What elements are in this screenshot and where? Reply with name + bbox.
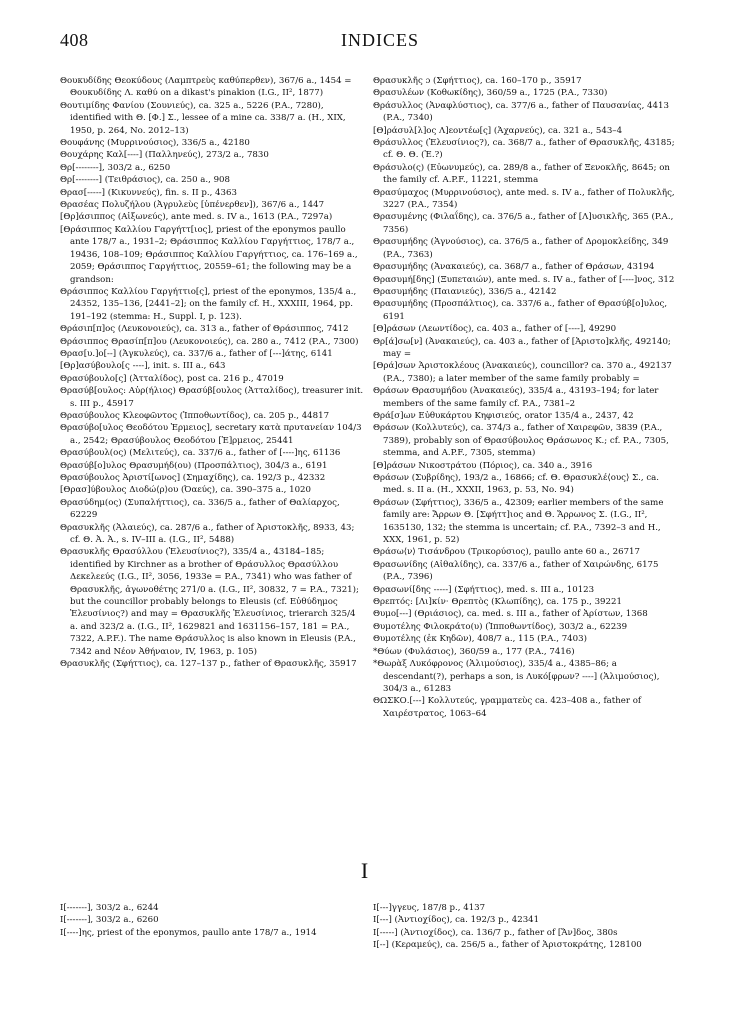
index-entry: Θράσων (Κολλυτεύς), ca. 374/3 a., father of Χαιρεφῶν, 3839 (P.A., 7389), probably son of Θρασύβουλος Θράσωνος Κ.; cf. P.A., 7305, stemma, and A.P.F., 7305, stemma) (373, 423, 669, 459)
index-entry: [Θρ]ασύβουλο[ς ----], init. s. III a., 643 (60, 361, 226, 372)
index-entry: Θρασύβουλος Κλεοφῶντος (Ἱπποθωντίδος), ca. 205 p., 44817 (60, 410, 330, 421)
section-letter: I (360, 858, 369, 883)
index-entry: I[-----] (Ἀντιοχίδος), ca. 136/7 p., father of [Ἄν]δος, 380s (373, 927, 618, 938)
index-entry: Θρασυμένης (Φιλαΐδης), ca. 376/5 a., father of [Λ]υσικλῆς, 365 (P.A., 7356) (373, 212, 674, 235)
i-left-column (60, 902, 365, 939)
index-entry: Θράσιππος Θρασίπ[π]ου (Λευκονοιεύς), ca. 280 a., 7412 (P.A., 7300) (60, 336, 359, 347)
index-entry: Θράσων (Συβρίδης), 193/2 a., 16866; cf. Θ. Θρασυκλέ⟨ους⟩ Σ., ca. med. s. II a. (H., XXXII, 1963, p. 53, No. 94) (373, 473, 660, 496)
index-entry: Θρασυκλῆς Θρασύλλου (Ἐλευσίνιος?), 335/4 a., 43184–185; identified by Kirchner as a brother of Θράσυλλος Θρασύλλου Δεκελεεύς (I.G., II², 3056, 1933e = P.A., 7341) who was father of Θρασυκλῆς, ἀγωνοθέτης 271/0 a. (I.G., II², 30832, 7 = P.A., 7321); but the councillor probably belongs to Eleusis (cf. Εὐθύδημος Ἐλευσίνιος?) and may = Θρασυκλῆς Ἐλευσίνιος, trierarch 325/4 a. and 323/2 a. (I.G., II², 1629821 and 1631156–157, 181 = P.A., 7322, A.P.F.). The name Θράσυλλος is also known in Eleusis (P.A., 7342 and Νέον Ἀθήναιον, IV, 1963, p. 105) (60, 547, 359, 657)
index-entry: Θράσιπ[π]ος (Λευκονοιεύς), ca. 313 a., father of Θράσιππος, 7412 (60, 324, 349, 335)
index-entry: Θρά[σ]ων Εὐθυκάρτου Κηφισιεύς, orator 135/4 a., 2437, 42 (373, 410, 634, 421)
index-entry: Θρασωνίδης (Αἰθαλίδης), ca. 337/6 a., father of Χαιρώνδης, 6175 (P.A., 7396) (373, 559, 659, 583)
index-entry: Θρασύβουλος Ἀριστί[ωνος] (Σημαχίδης), ca. 192/3 p., 42332 (60, 473, 326, 483)
index-entry: Θράσω⟨ν⟩ Τισάνδρου (Τρικορύσιος), paullo ante 60 a., 26717 (373, 547, 640, 558)
index-columns (60, 75, 700, 845)
index-entry: [Θρά]σων Ἀριστοκλέους (Ἀνακαιεύς), councillor? ca. 370 a., 492137 (P.A., 7380); a later member of the same family probably = (373, 361, 672, 384)
index-entry: I[--] (Κεραμεύς), ca. 256/5 a., father of Ἀριστοκράτης, 128100 (373, 940, 642, 951)
right-column (373, 75, 678, 720)
index-entry: Θρ[--------] (Τειθράσιος), ca. 250 a., 908 (60, 175, 230, 186)
index-entry: [Θράσιππος Καλλίου Γαργήττ[ιος], priest of the eponymos paullo ante 178/7 a., 1931–2; Θράσιππος Καλλίου Γαργήττιος, 178/7 a., 19436, 108–109; Θράσιππος Καλλίου Γαργήττιος, ca. 176–169 a., 2059; Θράσιππος Γαργήττιος, 20559–61; the following may be a grandson: (60, 224, 358, 285)
index-entry: [Θ]ράσυλ[λ]ος Λ]εοντέω[ς] (Ἀχαρνεύς), ca. 321 a., 543–4 (373, 125, 623, 136)
index-columns-i (60, 902, 700, 1002)
index-entry: Θρασύμαχος (Μυρρινούσιος), ante med. s. IV a., father of Πολυκλῆς, 3227 (P.A., 7354) (373, 187, 675, 211)
index-entry: Θρασύβ[ουλος: Αὐρ(ήλιος) Θρασύβ[ουλος (Ἀτταλίδος), treasurer init. s. III p., 45917 (60, 386, 364, 409)
index-entry: Θρεπτός: [Λι]κίν⋅ Θρεπτὸς (Κλωπίδης), ca. 175 p., 39221 (373, 597, 622, 608)
index-entry: Θρασύβουλο[ς] (Ἀτταλίδος), post ca. 216 p., 47019 (60, 373, 284, 384)
index-entry: Θρ[--------], 303/2 a., 6250 (60, 162, 171, 173)
index-entry: Θουχάρης Καλ[----] (Παλληνεύς), 273/2 a., 7830 (60, 150, 269, 161)
index-entry: I[---]γγευς, 187/8 p., 4137 (373, 903, 486, 913)
index-entry: Θυμο[---] (Θριάσιος), ca. med. s. III a., father of Ἀρίστων, 1368 (373, 609, 648, 620)
index-entry: Θρασυμήδης (Παιανιεύς), 336/5 a., 42142 (373, 286, 557, 297)
index-entry: Θρασυμήδης (Προσπάλτιος), ca. 337/6 a., father of Θρασύβ[ο]υλος, 6191 (373, 299, 668, 322)
index-entry: Θρασ[-----] (Κικυννεύς), fin. s. II p., 4363 (60, 187, 237, 198)
index-entry: Θρασυμήδης (Ἁγνούσιος), ca. 376/5 a., father of Δρομοκλείδης, 349 (P.A., 7363) (373, 237, 669, 260)
index-entry: Θουτιμίδης Φανίου (Σουνιεύς), ca. 325 a., 5226 (P.A., 7280), identified with Θ. [Φ.] Σ., lessee of a mine ca. 338/7 a. (H., XIX, 1950, p. 264, No. 2012–13) (60, 100, 346, 136)
index-entry: Θυμοτέλης Φιλοκράτο(υ) (Ἱπποθωντίδος), 303/2 a., 62239 (373, 621, 628, 632)
index-entry: [Θρασ]ύβουλος Διοδώ⟨ρ⟩ου (Ὀαεύς), ca. 390–375 a., 1020 (60, 485, 311, 496)
index-entry: Θρασυκλῆς ɔ (Σφήττιος), ca. 160–170 p., 35917 (373, 76, 582, 86)
index-entry: I[-------], 303/2 a., 6260 (60, 915, 159, 926)
index-entry: I[-------], 303/2 a., 6244 (60, 903, 159, 913)
index-entry: Θουφάνης (Μυρρινούσιος), 336/5 a., 42180 (60, 138, 250, 149)
index-entry: I[----]ης, priest of the eponymos, paullo ante 178/7 a., 1914 (60, 927, 317, 938)
running-head: INDICES (341, 30, 419, 50)
index-entry: Θρασυλέων (Κοθωκίδης), 360/59 a., 1725 (P.A., 7330) (373, 88, 608, 99)
index-entry: Θρασυμήδης (Ἀνακαιεύς), ca. 368/7 a., father of Θράσων, 43194 (373, 262, 655, 273)
index-entry: Θράσυλο(ς) (Εὐωνυμεύς), ca. 289/8 a., father of Ξενοκλῆς, 8645; on the family cf. A.P.F., 11221, stemma (373, 162, 670, 186)
index-entry: Θρασύβουλ(ος) (Μελιτεύς), ca. 337/6 a., father of [----]ης, 61136 (60, 448, 341, 459)
index-entry: Θράσυλλος (Ἀναφλύστιος), ca. 377/6 a., father of Παυσανίας, 4413 (P.A., 7340) (373, 100, 669, 124)
index-entry: I[---] (Ἀντιοχίδος), ca. 192/3 p., 42341 (373, 915, 540, 926)
index-entry: Θράσων (Σφήττιος), 336/5 a., 42309; earlier members of the same family are: Ἄρρων Θ. [Σφήττ]ιος and Θ. Ἄρρωνος Σ. (I.G., II², 1635130, 132; the stemma is uncertain; cf. P.A., 7392–3 and H., XXX, 1961, p. 52) (373, 497, 664, 546)
index-entry: Θρ[ά]σω[ν] (Ἀνακαιεύς), ca. 403 a., father of [Ἀριστο]κλῆς, 492140; may = (373, 336, 671, 359)
index-entry: *Θύων (Φυλάσιος), 360/59 a., 177 (P.A., 7416) (373, 646, 575, 657)
left-column (60, 75, 365, 671)
index-entry: *Θωρὰξ Λυκόφρονος (Ἁλιμούσιος), 335/4 a., 4385–86; a descendant(?), perhaps a son, is Λυκό[φρων? ----] (Ἁλιμούσιος), 304/3 a., 61283 (373, 659, 660, 694)
page-number: 408 (60, 30, 89, 50)
index-entry: Θρασύδημ(ος) (Συπαλήττιος), ca. 336/5 a., father of Θαλίαρχος, 62229 (60, 497, 340, 521)
i-right-column (373, 902, 678, 952)
index-entry: ΘΩΣΚΟ.[---] Κολλυτεύς, γραμματεὺς ca. 423–408 a., father of Χαιρέστρατος, 1063–64 (373, 696, 642, 719)
index-entry: Θρασ[υ.]ο[--] (Ἀγκυλεύς), ca. 337/6 a., father of [---]άτης, 6141 (60, 348, 333, 359)
index-entry: Θράσιππος Καλλίου Γαργήττιο[ς], priest of the eponymos, 135/4 a., 24352, 135–136, [2441–2]; on the family cf. H., XXXIII, 1964, pp. 191–192 (stemma: H., Suppl. I, p. 123). (60, 286, 357, 322)
index-entry: Θρασύβο[υλος Θεοδότου Ἑρμειος], secretary κατὰ πρυτανείαν 104/3 a., 2542; Θρασύβουλος Θεοδότου [Ἑ]ρμειος, 25441 (60, 423, 362, 446)
index-entry: Θρασυμή[δης] (Ξυπεταιών), ante med. s. IV a., father of [----]νος, 312 (373, 274, 675, 285)
index-entry: [Θρ]άσιππος (Αἰξωνεύς), ante med. s. IV a., 1613 (P.A., 7297a) (60, 212, 333, 223)
index-entry: Θρασύβ[ο]υλος Θρασυμήδ(ου) (Προσπάλτιος), 304/3 a., 6191 (60, 460, 328, 471)
index-entry: Θρασέας Πολυζήλου (Ἀγρυλεὺς [ὑπένερθεν]), 367/6 a., 1447 (60, 200, 325, 211)
index-entry: [Θ]ράσων Νικοστράτου (Πόριος), ca. 340 a., 3916 (373, 460, 593, 471)
index-entry: Θρασωνί[δης -----] (Σφήττιος), med. s. III a., 10123 (373, 584, 595, 595)
page-header (60, 30, 700, 60)
index-entry: [Θ]ράσων (Λεωντίδος), ca. 403 a., father of [----], 49290 (373, 324, 617, 335)
index-entry: Θουκυδίδης Θεοκύδους (Λαμπτρεὺς καθύπερθεν), 367/6 a., 1454 = Θουκυδίδης Λ. καθύ on a dikast's pinakion (I.G., II², 1877) (60, 76, 352, 99)
index-entry: Θράσων Θρασυμήδου (Ἀνακαιεύς), 335/4 a., 43193–194; for later members of the same family cf. P.A., 7381–2 (373, 386, 659, 409)
index-entry: Θράσυλλος (Ἐλευσίνιος?), ca. 368/7 a., father of Θρασυκλῆς, 43185; cf. Θ. Θ. (Ἐ.?) (373, 138, 675, 161)
index-entry: Θρασυκλῆς (Ἁλαιεύς), ca. 287/6 a., father of Ἀριστοκλῆς, 8933, 43; cf. Θ. Ἀ. Ἀ., s. IV–III a. (I.G., II², 5488) (60, 522, 355, 546)
index-entry: Θρασυκλῆς (Σφήττιος), ca. 127–137 p., father of Θρασυκλῆς, 35917 (60, 659, 357, 670)
index-entry: Θυμοτέλης (ἐκ Κηδῶν), 408/7 a., 115 (P.A., 7403) (373, 634, 587, 645)
